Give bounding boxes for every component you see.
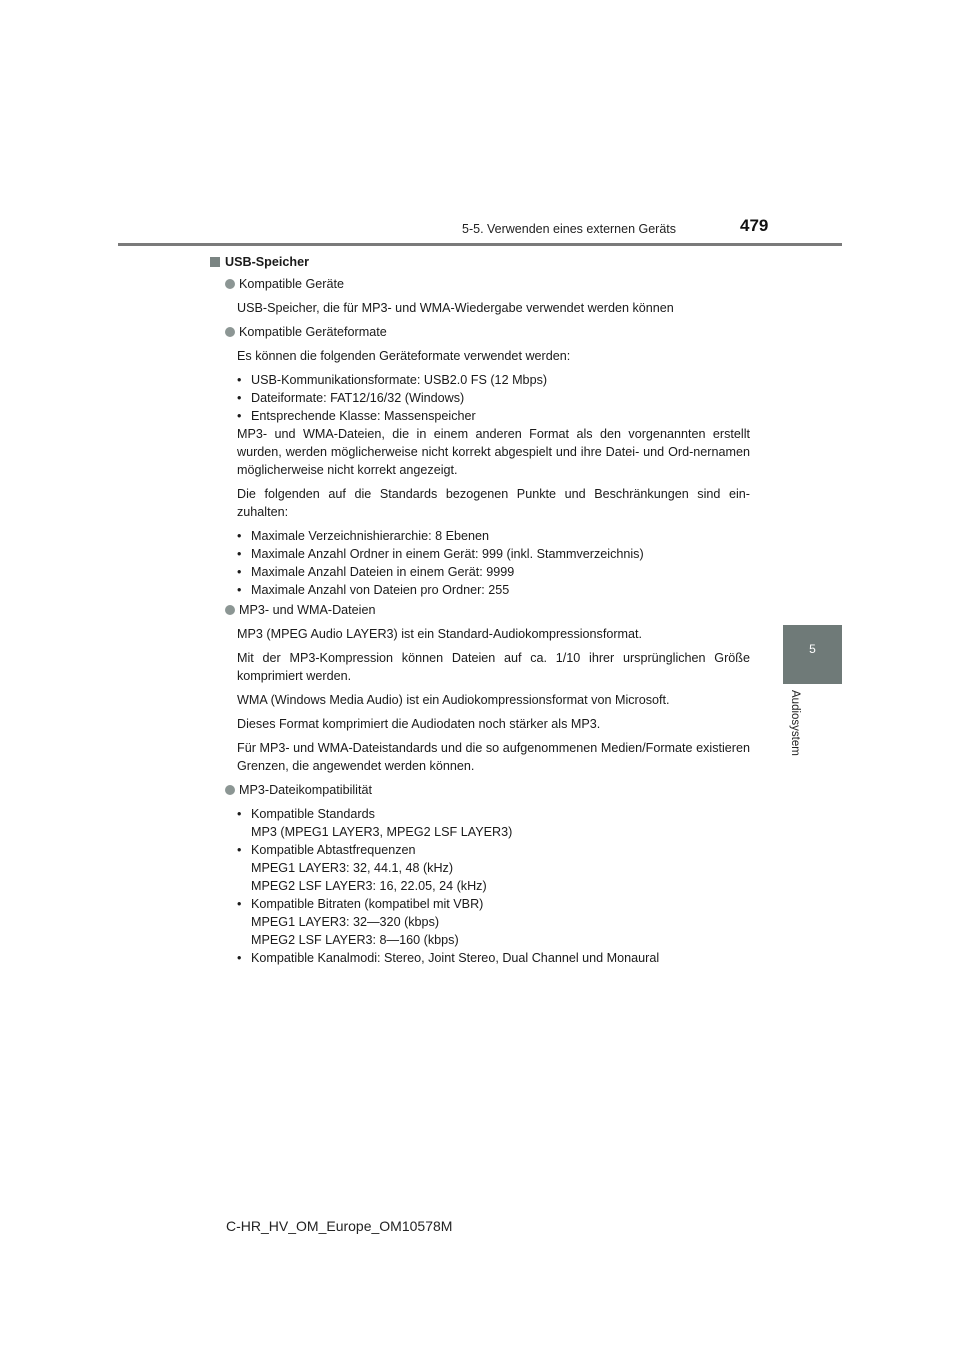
circle-bullet-icon bbox=[225, 327, 235, 337]
list-item: • USB-Kommunikationsformate: USB2.0 FS (12 Mbps) bbox=[237, 373, 548, 387]
paragraph: WMA (Windows Media Audio) ist ein Audiokompressionsformat von Microsoft. bbox=[237, 693, 670, 707]
chapter-label: Audiosystem bbox=[789, 690, 801, 756]
list-item-text: Kompatible Kanalmodi: Stereo, Joint Stereo, Dual Channel und Monaural bbox=[251, 951, 660, 965]
page-content bbox=[210, 253, 750, 967]
list-subitem: MPEG1 LAYER3: 32, 44.1, 48 (kHz) bbox=[251, 861, 454, 875]
list-subitem: MPEG2 LSF LAYER3: 8—160 (kbps) bbox=[251, 933, 459, 947]
circle-bullet-icon bbox=[225, 785, 235, 795]
subsection-title-text: Kompatible Geräteformate bbox=[239, 325, 387, 339]
subsection-title bbox=[225, 601, 750, 619]
header-section-title: 5-5. Verwenden eines externen Geräts bbox=[462, 222, 677, 236]
subsection-title-text: MP3-Dateikompatibilität bbox=[239, 783, 372, 797]
square-bullet-icon bbox=[210, 257, 220, 267]
list-item: • Kompatible Standards bbox=[237, 807, 375, 821]
list-subitem: MPEG2 LSF LAYER3: 16, 22.05, 24 (kHz) bbox=[251, 879, 487, 893]
paragraph: Für MP3- und WMA-Dateistandards und die so aufgenommenen Medien/Formate existieren Grenzen, die angewendet werden können. bbox=[237, 741, 750, 773]
subsection-title bbox=[225, 323, 750, 341]
list-item-text: Dateiformate: FAT12/16/32 (Windows) bbox=[251, 391, 465, 405]
list-item: • Kompatible Bitraten (kompatibel mit VBR) bbox=[237, 897, 484, 911]
chapter-tab bbox=[783, 625, 842, 684]
list-item-text: Maximale Anzahl von Dateien pro Ordner: 255 bbox=[251, 583, 510, 597]
paragraph: Es können die folgenden Geräteformate verwendet werden: bbox=[237, 349, 571, 363]
list-item: • Entsprechende Klasse: Massenspeicher bbox=[237, 409, 476, 423]
list-subitem: MPEG1 LAYER3: 32—320 (kbps) bbox=[251, 915, 440, 929]
subsection-title bbox=[225, 781, 750, 799]
list-item: • Maximale Anzahl Ordner in einem Gerät: 999 (inkl. Stammverzeichnis) bbox=[237, 547, 644, 561]
header-rule bbox=[118, 243, 842, 246]
paragraph: Dieses Format komprimiert die Audiodaten noch stärker als MP3. bbox=[237, 717, 601, 731]
page-number: 479 bbox=[740, 216, 769, 235]
subsection-title-text: Kompatible Geräte bbox=[239, 277, 345, 291]
list-item: • Dateiformate: FAT12/16/32 (Windows) bbox=[237, 391, 465, 405]
paragraph: MP3 (MPEG Audio LAYER3) ist ein Standard-Audiokompressionsformat. bbox=[237, 627, 643, 641]
list-item-text: Maximale Anzahl Dateien in einem Gerät: 9999 bbox=[251, 565, 515, 579]
list-item-text: Kompatible Abtastfrequenzen bbox=[251, 843, 416, 857]
list-item-text: Maximale Anzahl Ordner in einem Gerät: 999 (inkl. Stammverzeichnis) bbox=[251, 547, 644, 561]
list-item: • Maximale Anzahl von Dateien pro Ordner: 255 bbox=[237, 583, 510, 597]
paragraph: MP3- und WMA-Dateien, die in einem anderen Format als den vorgenannten erstellt wurden, werden möglicherweise nicht korrekt abgespielt und ihre Datei- und Ord-nernamen möglicherweise nicht korrekt angezeigt. bbox=[237, 427, 750, 477]
list-item: • Kompatible Abtastfrequenzen bbox=[237, 843, 416, 857]
paragraph: USB-Speicher, die für MP3- und WMA-Wiedergabe verwendet werden können bbox=[237, 301, 674, 315]
section-heading bbox=[210, 253, 750, 271]
circle-bullet-icon bbox=[225, 279, 235, 289]
list-item-text: Maximale Verzeichnishierarchie: 8 Ebenen bbox=[251, 529, 490, 543]
footer-doc-id: C-HR_HV_OM_Europe_OM10578M bbox=[226, 1218, 453, 1234]
subsection-title-text: MP3- und WMA-Dateien bbox=[239, 603, 376, 617]
paragraph: Die folgenden auf die Standards bezogenen Punkte und Beschränkungen sind ein-zuhalten: bbox=[237, 487, 750, 519]
section-heading-text: USB-Speicher bbox=[225, 255, 309, 269]
list-item: • Maximale Verzeichnishierarchie: 8 Ebenen bbox=[237, 529, 490, 543]
paragraph: Mit der MP3-Kompression können Dateien auf ca. 1/10 ihrer ursprünglichen Größe komprimiert werden. bbox=[237, 651, 750, 683]
list-item-text: Entsprechende Klasse: Massenspeicher bbox=[251, 409, 476, 423]
subsection-title bbox=[225, 275, 750, 293]
list-subitem: MP3 (MPEG1 LAYER3, MPEG2 LSF LAYER3) bbox=[251, 825, 513, 839]
list-item: • Maximale Anzahl Dateien in einem Gerät: 9999 bbox=[237, 565, 515, 579]
list-item-text: Kompatible Standards bbox=[251, 807, 375, 821]
circle-bullet-icon bbox=[225, 605, 235, 615]
list-item-text: USB-Kommunikationsformate: USB2.0 FS (12 Mbps) bbox=[251, 373, 548, 387]
list-item-text: Kompatible Bitraten (kompatibel mit VBR) bbox=[251, 897, 484, 911]
chapter-tab-number: 5 bbox=[809, 642, 816, 656]
chapter-label-wrap bbox=[780, 690, 810, 770]
list-item: • Kompatible Kanalmodi: Stereo, Joint Stereo, Dual Channel und Monaural bbox=[237, 951, 660, 965]
